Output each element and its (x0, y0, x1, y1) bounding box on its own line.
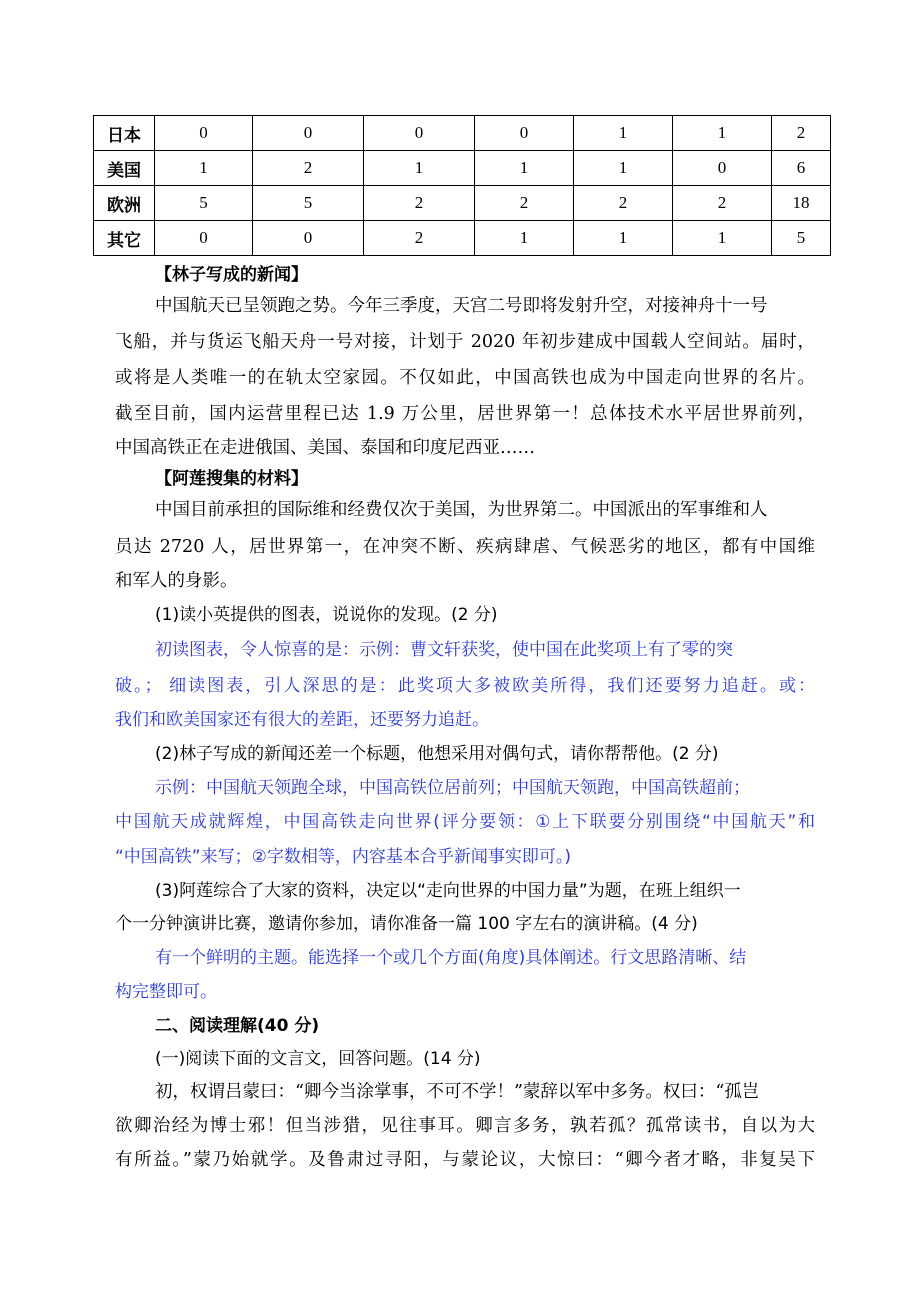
table-row (94, 116, 831, 151)
count-cell: 2 (772, 116, 831, 151)
count-cell: 2 (673, 186, 772, 221)
answer-3-line: 有一个鲜明的主题。能选择一个或几个方面(角度)具体阐述。行文思路清晰、结 (155, 948, 747, 968)
count-cell: 2 (475, 186, 574, 221)
material-line: 员达 2720 人，居世界第一，在冲突不断、疾病肆虐、气候恶劣的地区，都有中国维 (115, 537, 815, 557)
news-heading: 【林子写成的新闻】 (155, 265, 308, 285)
section-heading: 二、阅读理解(40 分) (155, 1016, 320, 1036)
country-cell: 日本 (94, 116, 155, 151)
count-cell: 1 (574, 116, 673, 151)
news-line: 中国航天已呈领跑之势。今年三季度，天宫二号即将发射升空，对接神舟十一号 (155, 296, 768, 316)
count-cell: 1 (574, 221, 673, 256)
news-line: 中国高铁正在走进俄国、美国、泰国和印度尼西亚…… (115, 438, 535, 458)
count-cell: 1 (475, 151, 574, 186)
country-cell: 欧洲 (94, 186, 155, 221)
count-cell: 5 (253, 186, 364, 221)
section-subheading: (一)阅读下面的文言文，回答问题。(14 分) (155, 1049, 481, 1069)
table-row (94, 186, 831, 221)
count-cell: 0 (253, 116, 364, 151)
country-cell: 其它 (94, 221, 155, 256)
count-cell: 5 (772, 221, 831, 256)
classical-text-line: 欲卿治经为博士邪！但当涉猎，见往事耳。卿言多务，孰若孤？孤常读书，自以为大 (115, 1116, 815, 1136)
count-cell: 0 (155, 116, 253, 151)
count-cell: 0 (364, 116, 475, 151)
count-cell: 2 (364, 221, 475, 256)
count-cell: 0 (155, 221, 253, 256)
count-cell: 0 (475, 116, 574, 151)
award-count-table (93, 115, 831, 256)
count-cell: 1 (673, 116, 772, 151)
count-cell: 6 (772, 151, 831, 186)
question-3-line: 个一分钟演讲比赛，邀请你参加，请你准备一篇 100 字左右的演讲稿。(4 分) (115, 914, 698, 934)
count-cell: 2 (253, 151, 364, 186)
count-cell: 0 (673, 151, 772, 186)
news-line: 飞船，并与货运飞船天舟一号对接，计划于 2020 年初步建成中国载人空间站。届时， (115, 332, 815, 352)
count-cell: 1 (475, 221, 574, 256)
table-row (94, 221, 831, 256)
material-line: 和军人的身影。 (115, 571, 238, 591)
classical-text-line: 有所益。”蒙乃始就学。及鲁肃过寻阳，与蒙论议，大惊曰：“卿今者才略，非复吴下 (115, 1150, 815, 1170)
count-cell: 2 (574, 186, 673, 221)
answer-2-line: 中国航天成就辉煌，中国高铁走向世界(评分要领：①上下联要分别围绕“中国航天”和 (115, 812, 815, 832)
question-3-line: (3)阿莲综合了大家的资料，决定以“走向世界的中国力量”为题，在班上组织一 (155, 881, 741, 901)
answer-1-line: 破。； 细读图表，引人深思的是：此奖项大多被欧美所得，我们还要努力追赶。或： (115, 676, 815, 696)
count-cell: 1 (574, 151, 673, 186)
answer-1-line: 初读图表，令人惊喜的是：示例：曹文轩获奖，使中国在此奖项上有了零的突 (155, 640, 733, 660)
answer-2-line: 示例：中国航天领跑全球，中国高铁位居前列；中国航天领跑，中国高铁超前； (155, 778, 750, 798)
count-cell: 18 (772, 186, 831, 221)
count-cell: 0 (253, 221, 364, 256)
count-cell: 1 (155, 151, 253, 186)
answer-2-line: “中国高铁”来写；②字数相等，内容基本合乎新闻事实即可。) (115, 847, 571, 867)
question-1: (1)读小英提供的图表，说说你的发现。(2 分) (155, 605, 498, 625)
material-line: 中国目前承担的国际维和经费仅次于美国，为世界第二。中国派出的军事维和人 (155, 500, 768, 520)
count-cell: 2 (364, 186, 475, 221)
classical-text-line: 初，权谓吕蒙曰：“卿今当涂掌事，不可不学！”蒙辞以军中多务。权曰：“孤岂 (155, 1082, 760, 1102)
material-heading: 【阿莲搜集的材料】 (155, 469, 308, 489)
question-2: (2)林子写成的新闻还差一个标题，他想采用对偶句式，请你帮帮他。(2 分) (155, 744, 719, 764)
answer-1-line: 我们和欧美国家还有很大的差距，还要努力追赶。 (115, 710, 489, 730)
table-row (94, 151, 831, 186)
count-cell: 1 (364, 151, 475, 186)
news-line: 截至目前，国内运营里程已达 1.9 万公里，居世界第一！总体技术水平居世界前列， (115, 404, 815, 424)
country-cell: 美国 (94, 151, 155, 186)
count-cell: 1 (673, 221, 772, 256)
news-line: 或将是人类唯一的在轨太空家园。不仅如此，中国高铁也成为中国走向世界的名片。 (115, 368, 815, 388)
count-cell: 5 (155, 186, 253, 221)
answer-3-line: 构完整即可。 (115, 982, 217, 1002)
